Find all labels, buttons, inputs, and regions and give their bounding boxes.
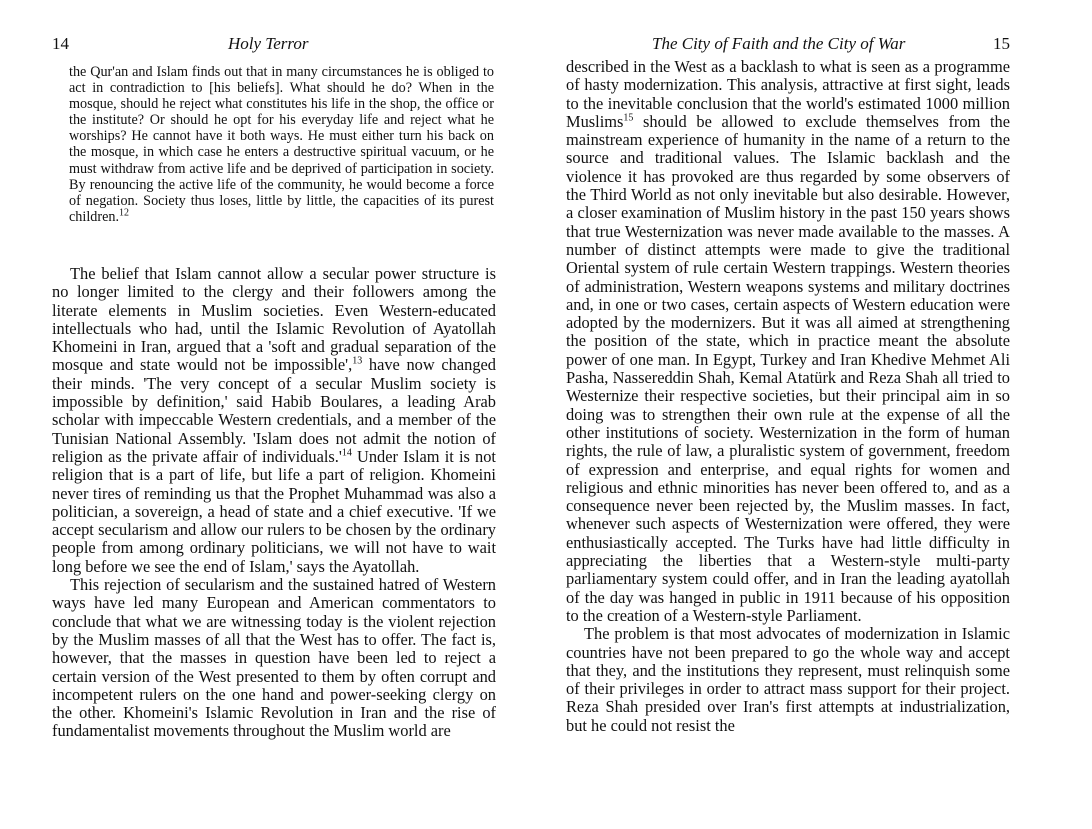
left-page-header [52,34,498,58]
footnote-ref: 13 [352,356,363,368]
footnote-ref: 14 [341,447,352,459]
paragraph: The belief that Islam cannot allow a secular power structure is no longer limited to the clergy and their followers among the literate elements in Muslim societies. Even Western-educated intellectuals who had, until the Islamic Revolution of Ayatollah Khomeini in Iran, argued that a 'soft and gradual separation of the mosque and state would not be impossible',$^{13}$ have now changed their minds. 'The very concept of a secular Muslim society is impossible by definition,' said Habib Boulares, a leading Arab scholar with impeccable Western credentials, and a member of the Tunisian National Assembly. 'Islam does not admit the notion of religion as the private affair of $individuals.'^{14}$ Under Islam it is not religion that is a part of life, but life a part of religion. Khomeini never tires of reminding us that the Prophet Muhammad was also a politician, a sovereign, a head of state and a chief executive. 'If we accept secularism and allow our rulers to be chosen by the ordinary people from among ordinary politicians, we will not have to wait long before we see the end of Islam,' says the Ayatollah. [52,264,496,576]
footnote-ref: 12 [119,207,130,219]
running-title: Holy Terror [228,34,309,53]
right-body-text [566,58,1010,735]
footnote-ref: 15 [623,112,634,124]
paragraph: described in the West as a backlash to what is seen as a programme of hasty modernization. This analysis, attractive at first sight, leads to the inevitable conclusion that the world's estimated 1000 million Muslims$^{15}$ should be allowed to exclude themselves from the mainstream experience of humanity in the name of a return to the source and traditional values. The Islamic backlash and the violence it has provoked are thus regarded by some observers of the Third World as not only inevitable but also desirable. However, a closer examination of Muslim history in the past 150 years shows that true Westernization was never made available to the masses. A number of distinct attempts were made to give the traditional Oriental system of rule certain Western trappings. Western theories of administration, Western weapons systems and military doctrines and, in one or two cases, certain aspects of Western education were adopted by the modernizers. But it was all aimed at strengthening the position of the state, which in practice meant the absolute power of one man. In Egypt, Turkey and Iran Khedive Mehmet Ali Pasha, Nassereddin Shah, Kemal Atatürk and Reza Shah all tried to Westernize their respective societies, but their principal aim in so doing was to strengthen their own rule at the expense of all the other institutions of society. Westernization in the form of human rights, the rule of law, a pluralistic system of government, freedom of expression and enterprise, and equal rights for women and religious and ethnic minorities has never been offered to, and as a consequence never been rejected by, the Muslim masses. In fact, whenever such aspects of Westernization were offered, they were enthusiastically accepted. The Turks have had little difficulty in appreciating the liberties that a Western-style multi-party parliamentary system could offer, and in Iran the leading ayatollah of the day was hanged in public in 1911 because of his opposition to the creation of a Western-style Parliament. [566,57,1010,625]
block-quote [69,64,494,225]
page-number: 14 [52,34,69,53]
paragraph: This rejection of secularism and the sustained hatred of Western ways have led many European and American commentators to conclude that what we are witnessing today is the violent rejection by the Muslim masses of all that the West has to offer. The fact is, however, that the masses in question have been led to reject a certain version of the West presented to them by often corrupt and incompetent rulers on the one hand and power-seeking clergy on the other. Khomeini's Islamic Revolution in Iran and the rise of fundamentalist movements throughout the Muslim world are [52,575,496,741]
left-body-text [52,265,496,741]
right-page-header [566,34,1010,58]
block-quote-text: the Qur'an and Islam finds out that in many circumstances he is obliged to act in contradiction to [his beliefs]. What should he do? When in the mosque, should he reject what constitutes his life in the shop, the office or the institute? Or should he opt for his everyday life and reject what he worships? He cannot have it both ways. He must either turn his back on the mosque, in which case he enters a destructive spiritual vacuum, or he must withdraw from active life and be deprived of participation in society. By renouncing the active life of the community, he would become a force of negation. Society thus loses, little by little, the capacities of its purest children.$^{12}$ [69,64,494,225]
page-number: 15 [993,34,1010,53]
paragraph: The problem is that most advocates of modernization in Islamic countries have not been prepared to go the whole way and accept that they, and the institutions they represent, must relinquish some of their privileges in order to attract mass support for their project. Reza Shah presided over Iran's first attempts at industrialization, but he could not resist the [566,624,1010,735]
running-title: The City of Faith and the City of War [652,34,906,53]
